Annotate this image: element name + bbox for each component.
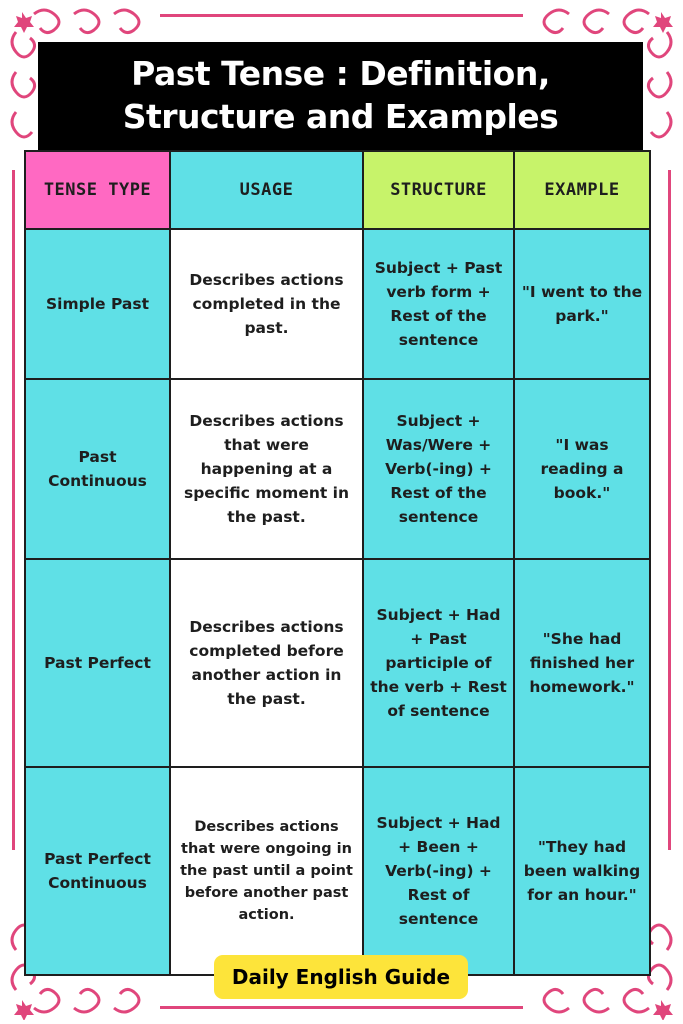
cell-tense-type: Past Perfect xyxy=(25,559,170,767)
title-line-1: Past Tense : Definition, xyxy=(131,54,550,94)
past-tense-table xyxy=(24,150,651,976)
cell-usage: Describes actions that were ongoing in the past until a point before another past action. xyxy=(170,767,363,975)
table-row xyxy=(25,229,650,379)
cell-structure: Subject + Was/Were + Verb(-ing) + Rest of the sentence xyxy=(363,379,514,559)
header-tense-type: TENSE TYPE xyxy=(25,151,170,229)
cell-tense-type: Past Perfect Continuous xyxy=(25,767,170,975)
header-example: EXAMPLE xyxy=(514,151,650,229)
cell-tense-type: Past Continuous xyxy=(25,379,170,559)
cell-structure: Subject + Had + Been + Verb(-ing) + Rest of sentence xyxy=(363,767,514,975)
cell-example: "I was reading a book." xyxy=(514,379,650,559)
title-line-2: Structure and Examples xyxy=(122,97,559,136)
table-row xyxy=(25,767,650,975)
cell-example: "They had been walking for an hour." xyxy=(514,767,650,975)
cell-usage: Describes actions completed in the past. xyxy=(170,229,363,379)
cell-structure: Subject + Past verb form + Rest of the sentence xyxy=(363,229,514,379)
frame-top-line xyxy=(160,14,523,17)
frame-right-line xyxy=(668,170,671,850)
footer-brand-badge xyxy=(214,955,468,999)
cell-structure: Subject + Had + Past participle of the verb + Rest of sentence xyxy=(363,559,514,767)
cell-usage: Describes actions that were happening at a specific moment in the past. xyxy=(170,379,363,559)
cell-usage: Describes actions completed before another action in the past. xyxy=(170,559,363,767)
page-title xyxy=(38,42,643,150)
table-row xyxy=(25,379,650,559)
frame-bottom-line xyxy=(160,1006,523,1009)
header-structure: STRUCTURE xyxy=(363,151,514,229)
table-header-row xyxy=(25,151,650,229)
cell-example: "She had finished her homework." xyxy=(514,559,650,767)
frame-left-line xyxy=(12,170,15,850)
footer-brand-label: Daily English Guide xyxy=(231,965,451,989)
cell-example: "I went to the park." xyxy=(514,229,650,379)
header-usage: USAGE xyxy=(170,151,363,229)
table-row xyxy=(25,559,650,767)
cell-tense-type: Simple Past xyxy=(25,229,170,379)
